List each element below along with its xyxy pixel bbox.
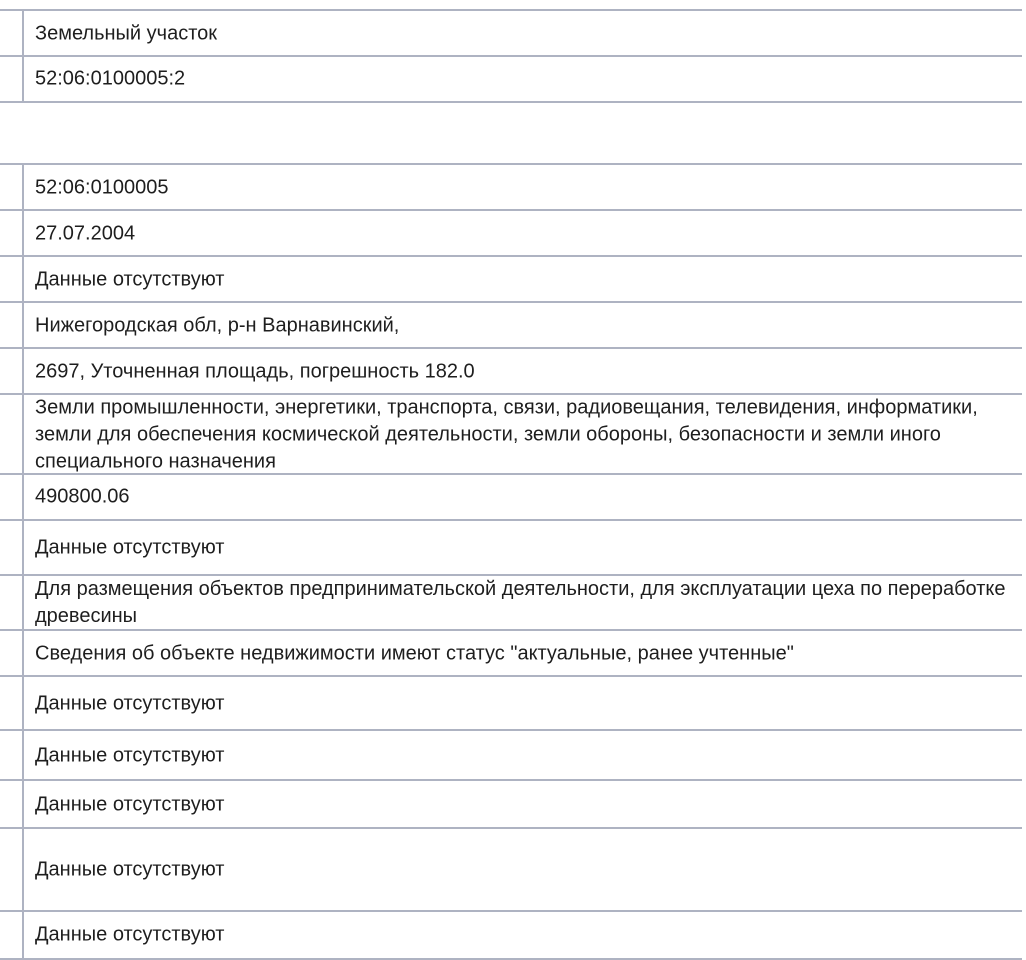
table-row: [0, 163, 1022, 210]
table-row: [0, 827, 1022, 911]
table-row: [0, 574, 1022, 630]
table-row: [0, 729, 1022, 780]
table-row: [0, 55, 1022, 103]
cadastral-number: 52:06:0100005:2: [35, 67, 186, 90]
value-cell: Данные отсутствуют: [35, 793, 225, 815]
value-cell: Данные отсутствуют: [35, 923, 225, 946]
table-row: [0, 209, 1022, 256]
value-cell: Данные отсутствуют: [35, 268, 225, 290]
registration-date: 27.07.2004: [35, 222, 136, 244]
table-row: [0, 675, 1022, 730]
table-row: [0, 301, 1022, 348]
table-row: [0, 519, 1022, 575]
address: Нижегородская обл, р-н Варнавинский,: [35, 314, 400, 336]
table-row: [0, 9, 1022, 56]
value-cell: Данные отсутствуют: [35, 692, 225, 714]
cadastral-quarter: 52:06:0100005: [35, 176, 169, 198]
table-row: [0, 473, 1022, 520]
table-row: [0, 255, 1022, 302]
object-status: Сведения об объекте недвижимости имеют статус "актуальные, ранее учтенные": [35, 642, 794, 664]
area: 2697, Уточненная площадь, погрешность 182.0: [35, 360, 475, 382]
table-row: [0, 347, 1022, 394]
table-row: [0, 629, 1022, 676]
value-cell: Данные отсутствуют: [35, 744, 225, 766]
permitted-use: Для размещения объектов предпринимательской деятельности, для эксплуатации цеха по переработке древесины: [35, 578, 1006, 627]
cadastral-value: 490800.06: [35, 485, 130, 508]
table-row: [0, 910, 1022, 960]
land-category: Земли промышленности, энергетики, транспорта, связи, радиовещания, телевидения, информатики, земли для обеспечения космической деятельности, земли обороны, безопасности и земли иного специального назначения: [35, 396, 978, 472]
value-cell: Данные отсутствуют: [35, 858, 225, 881]
value-cell: Данные отсутствуют: [35, 536, 225, 559]
object-type: Земельный участок: [35, 22, 218, 44]
table-row: [0, 779, 1022, 828]
table-row: [0, 393, 1022, 474]
